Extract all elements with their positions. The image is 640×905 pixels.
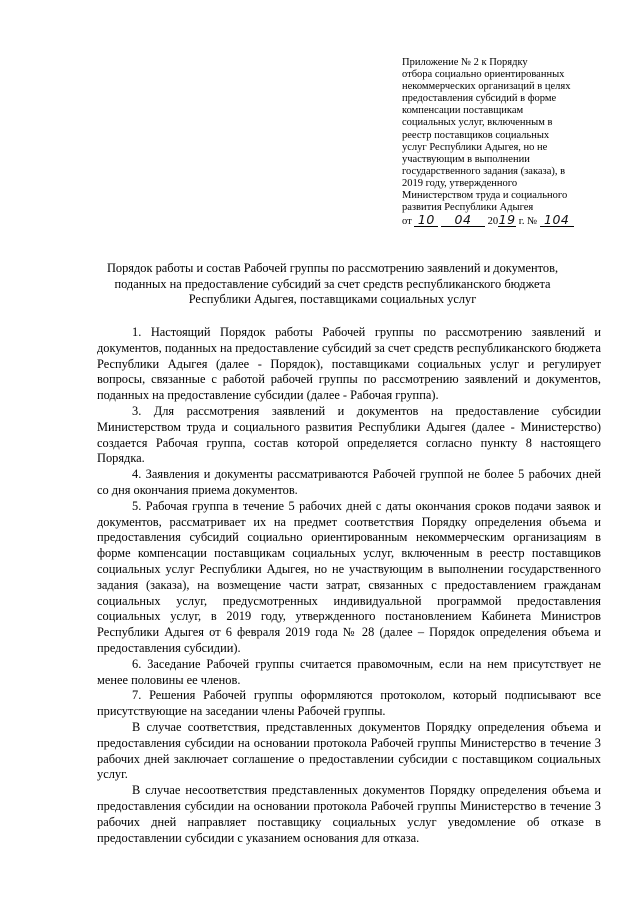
appendix-line: услуг Республики Адыгея, но не (402, 141, 548, 153)
appendix-line: реестр поставщиков социальных (402, 129, 550, 141)
appendix-line: государственного задания (заказа), в (402, 165, 566, 177)
paragraph-5: 5. Рабочая группа в течение 5 рабочих дней с даты окончания сроков подачи заявок и документов, рассматривает их на предмет соответствия Порядку определения объема и предоставления субсидий социально ориентированным некоммерческим организациям в форме компенсации поставщикам социальных услуг, включенным в реестр поставщиков социальных услуг Республики Адыгея, но не участвующим в выполнении государственного задания (заказа), на возмещение части затрат, связанных с предоставлением гражданам социальных услуг, предусмотренных индивидуальной программой предоставления социальных услуг, в 2019 году, утвержденного постановлением Кабинета Министров Республики Адыгея от 6 февраля 2019 года № 28 (далее – Порядок определения объема и предоставления субсидии). (97, 498, 601, 655)
handwritten-year: 19 (498, 212, 516, 228)
paragraph-4: 4. Заявления и документы рассматриваются Рабочей группой не более 5 рабочих дней со дня окончания приема документов. (97, 467, 601, 497)
appendix-line: Министерством труда и социального (402, 190, 568, 202)
handwritten-number: 104 (540, 214, 574, 227)
appendix-line: компенсации поставщикам (402, 105, 524, 117)
paragraph-6: 6. Заседание Рабочей группы считается правомочным, если на нем присутствует не менее половины ее членов. (97, 656, 601, 687)
appendix-line: некоммерческих организаций в целях (402, 81, 571, 93)
paragraph-noncompliance: В случае несоответствия представленных документов Порядку определения объема и предоставления субсидии на основании протокола Рабочей группы Министерство в течение 3 рабочих дней направляет поставщику социальных услуг уведомление об отказе в предоставлении субсидии с указанием основания для отказа. (97, 783, 601, 845)
appendix-line: отбора социально ориентированных (402, 69, 565, 81)
appendix-line: предоставления субсидий в форме (402, 93, 557, 105)
paragraph-compliance: В случае соответствия, представленных документов Порядку определения объема и предоставления субсидии на основании протокола Рабочей группы Министерство в течение 3 рабочих дней заключает соглашение о предоставлении субсидии с поставщиком социальных услуг. (97, 719, 601, 782)
title-line: Порядок работы и состав Рабочей группы по рассмотрению заявлений и документов, (106, 261, 559, 275)
paragraph-3: 3. Для рассмотрения заявлений и документов на предоставление субсидии Министерством труда и социального развития Республики Адыгея (далее - Министерство) создается Рабочая группа, состав которой определяется согласно пункту 8 настоящего Порядка. (97, 403, 601, 466)
year-prefix: 20 (487, 216, 499, 228)
appendix-block (402, 57, 602, 228)
appendix-date-line (402, 214, 602, 228)
paragraph-1: 1. Настоящий Порядок работы Рабочей группы по рассмотрению заявлений и документов, поданных на предоставление субсидий за счет средств республиканского бюджета Республики Адыгея (далее - Порядок), поставщиками социальных услуг и регулирует вопросы, связанные с работой рабочей группы по рассмотрению заявлений и документов, поданных на предоставление субсидии (далее - Рабочая группа). (97, 325, 601, 403)
appendix-line: 2019 году, утвержденного (402, 177, 518, 189)
handwritten-day: 10 (414, 214, 438, 227)
title-line: поданных на предоставление субсидий за счет средств республиканского бюджета (114, 276, 551, 291)
paragraph-7: 7. Решения Рабочей группы оформляются протоколом, который подписывают все присутствующие на заседании члены Рабочей группы. (97, 688, 601, 719)
handwritten-month: 04 (441, 214, 485, 227)
number-prefix: г. № (518, 216, 538, 228)
document-body (97, 325, 601, 846)
document-title (70, 261, 595, 308)
appendix-line: Приложение № 2 к Порядку (402, 57, 528, 68)
date-prefix: от (402, 216, 412, 228)
appendix-line: участвующим в выполнении (402, 153, 530, 165)
appendix-line: развития Республики Адыгея (402, 202, 534, 214)
title-line: Республики Адыгея, поставщиками социальных услуг (188, 292, 477, 306)
appendix-line: социальных услуг, включенным в (402, 117, 553, 129)
